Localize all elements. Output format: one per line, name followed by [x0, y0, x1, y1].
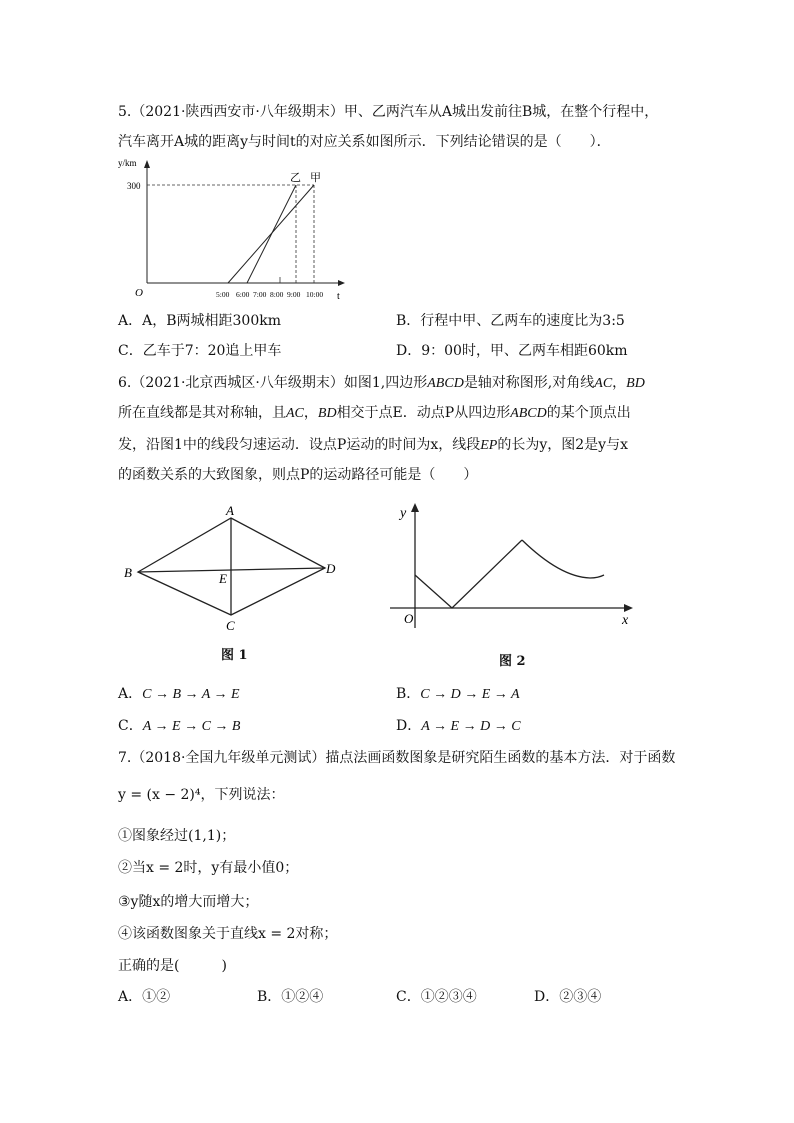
y-axis-arrow	[144, 160, 150, 168]
graph-segments	[415, 540, 522, 608]
q7-option-d[interactable]: D．②③④	[534, 989, 602, 1005]
q5-option-d[interactable]: D．9：00时，甲、乙两车相距60km	[396, 343, 628, 359]
x-axis-arrow	[624, 604, 633, 612]
option-path: C → D → E → A	[420, 687, 520, 702]
origin-label: O	[404, 611, 414, 626]
x-tick: 9:00	[287, 290, 301, 299]
q5-option-c[interactable]: C．乙车于7：20追上甲车	[118, 343, 282, 359]
q6-option-b[interactable]	[396, 684, 520, 705]
math-ac: AC	[594, 376, 613, 391]
q7-ask: 正确的是( )	[118, 958, 227, 974]
y-axis-arrow	[411, 503, 419, 512]
q7-statement-3: ③y随x的增大而增大；	[118, 894, 259, 910]
x-tick: 6:00	[236, 290, 250, 299]
text: 的长为y，图2是y与x	[497, 437, 628, 453]
q5-line1: 5.（2021·陕西西安市·八年级期末）甲、乙两汽车从A城出发前往B城，在整个行程中，	[118, 104, 659, 120]
figure2-caption: 图 2	[499, 654, 526, 669]
q5-distance-time-chart	[110, 155, 350, 305]
q7-option-c[interactable]: C．①②③④	[396, 989, 477, 1005]
q7-line1: 7.（2018·全国九年级单元测试）描点法画函数图象是研究陌生函数的基本方法．对于函数	[118, 750, 676, 766]
x-tick: 10:00	[306, 290, 324, 299]
text: 6.（2021·北京西城区·八年级期末）如图1,四边形	[118, 375, 428, 391]
q7-option-a[interactable]: A．①②	[118, 989, 171, 1005]
q5-line2: 汽车离开A城的距离y与时间t的对应关系如图所示．下列结论错误的是（ ）．	[118, 134, 611, 150]
q5-option-a[interactable]: A．A，B两城相距300km	[118, 313, 281, 329]
math-abcd: ABCD	[510, 406, 547, 421]
text: ，	[303, 405, 318, 421]
q6-line3	[118, 435, 628, 456]
vertex-b: B	[124, 565, 132, 580]
origin-label: O	[135, 287, 143, 299]
q6-line2	[118, 403, 631, 424]
q6-figure2-graph	[390, 500, 650, 640]
option-letter: A．	[118, 686, 143, 702]
q6-figure1-rhombus	[115, 505, 355, 655]
label-jia: 甲	[310, 172, 321, 184]
math-bd: BD	[626, 376, 645, 391]
q7-option-b[interactable]: B．①②④	[257, 989, 324, 1005]
y-label: y	[400, 506, 407, 521]
q6-option-d[interactable]	[396, 716, 521, 737]
q6-line1	[118, 373, 645, 394]
math-abcd: ABCD	[427, 376, 464, 391]
text: 是轴对称图形,对角线	[463, 375, 595, 391]
x-label: x	[622, 613, 629, 628]
math-ep: EP	[480, 438, 498, 453]
text: ，	[612, 375, 627, 391]
q7-line2: y = (x − 2)⁴，下列说法：	[118, 787, 285, 803]
x-tick: 5:00	[216, 290, 230, 299]
q6-line4: 的函数关系的大致图象，则点P的运动路径可能是（ ）	[118, 467, 478, 483]
x-tick: 7:00	[253, 290, 267, 299]
q7-statement-2: ②当x = 2时，y有最小值0；	[118, 860, 299, 876]
option-path: A → E → D → C	[421, 719, 521, 734]
graph-curve	[522, 540, 604, 578]
figure1-caption: 图 1	[221, 648, 248, 663]
option-path: C → B → A → E	[142, 687, 240, 702]
text: 的某个顶点出	[546, 405, 631, 421]
x-axis-label: t	[337, 291, 340, 302]
q7-statement-4: ④该函数图象关于直线x = 2对称；	[118, 926, 338, 942]
text: 发，沿图1中的线段匀速运动．设点P运动的时间为x，线段	[118, 437, 481, 453]
q7-statement-1: ①图象经过(1,1)；	[118, 828, 236, 844]
math-bd: BD	[317, 406, 337, 421]
vertex-d: D	[326, 561, 336, 576]
text: 所在直线都是其对称轴，且	[118, 405, 286, 421]
line-yi	[247, 185, 296, 283]
q5-option-b[interactable]: B．行程中甲、乙两车的速度比为3:5	[396, 313, 625, 329]
y-axis-label: y/km	[118, 158, 137, 168]
vertex-a: A	[226, 505, 234, 518]
option-letter: C．	[118, 718, 143, 734]
x-tick: 8:00	[270, 290, 284, 299]
y-tick-300: 300	[127, 181, 141, 191]
label-yi: 乙	[290, 172, 301, 184]
option-path: A → E → C → B	[142, 719, 241, 734]
text: 相交于点E．动点P从四边形	[336, 405, 511, 421]
option-letter: D．	[396, 718, 422, 734]
option-letter: B．	[396, 686, 421, 702]
x-axis-arrow	[338, 280, 345, 286]
point-e: E	[219, 571, 227, 586]
math-ac: AC	[286, 406, 304, 421]
q6-option-a[interactable]	[118, 684, 240, 705]
vertex-c: C	[226, 618, 235, 633]
q6-option-c[interactable]	[118, 716, 240, 737]
